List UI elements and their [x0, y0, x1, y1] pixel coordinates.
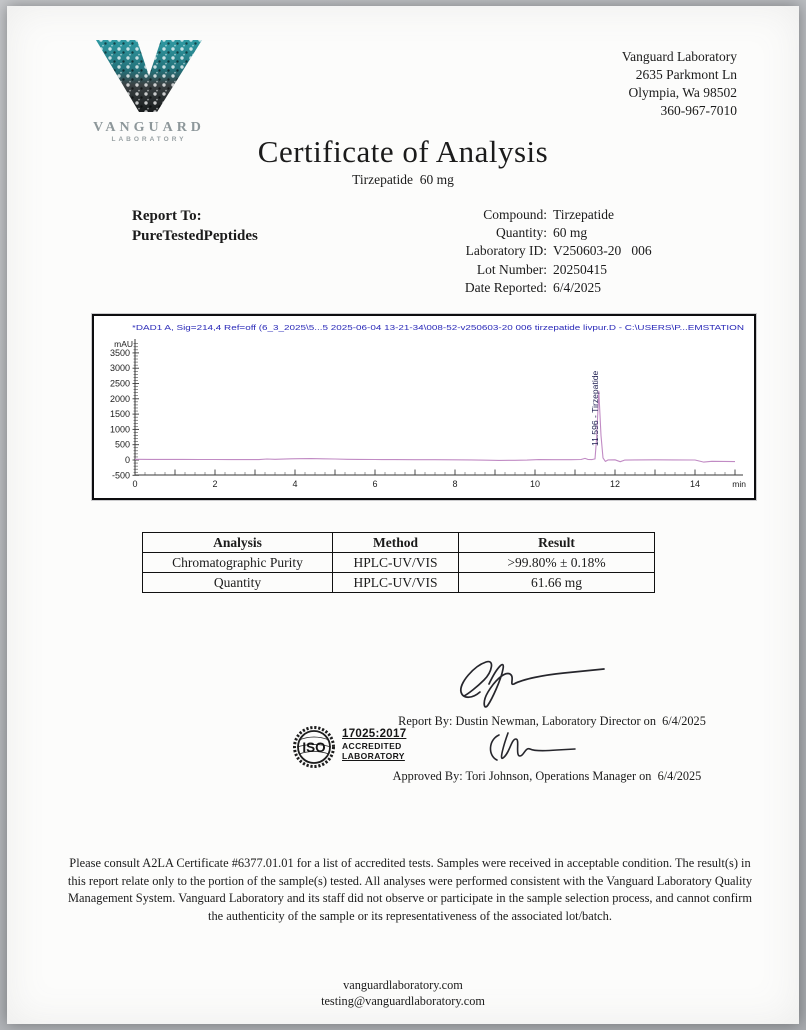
sample-info-label: Quantity: — [496, 225, 547, 241]
iso-accredited: ACCREDITED — [342, 741, 402, 751]
disclaimer-text: Please consult A2LA Certificate #6377.01.01 for a list of accredited tests. Samples were received in acceptable condition. The result(s) in this report relate only to the portion of the sample(s) tested. All analyses were performed consistent with the Vanguard Laboratory Quality Management System. Vanguard Laboratory and its staff did not observe or participate in the sample selection process, and cannot confirm the authenticity of the sample or its representativeness of the associated lot/batch. — [67, 856, 753, 923]
svg-text:2500: 2500 — [109, 378, 130, 389]
lab-address-line: 360-967-7010 — [660, 103, 737, 118]
sample-info-label: Compound: — [483, 207, 547, 222]
sample-info-label: Laboratory ID: — [465, 243, 547, 259]
svg-text:3500: 3500 — [109, 347, 130, 358]
results-cell: HPLC-UV/VIS — [333, 573, 459, 593]
results-cell: HPLC-UV/VIS — [333, 553, 459, 573]
chromatogram-panel — [92, 314, 756, 500]
certificate-page — [7, 6, 799, 1024]
logo-subname: LABORATORY — [111, 136, 187, 143]
report-to-label: Report To: — [132, 208, 202, 224]
results-header-cell: Analysis — [143, 533, 333, 553]
director-signature-icon — [452, 654, 627, 710]
lab-address-line: Vanguard Laboratory — [621, 49, 737, 64]
iso-accreditation-badge — [291, 724, 406, 770]
report-to-block — [132, 206, 258, 246]
vanguard-logo — [79, 38, 219, 143]
sample-info-value: Tirzepatide — [553, 207, 614, 222]
results-body — [143, 553, 655, 593]
sample-info-label: Date Reported: — [464, 279, 547, 295]
results-table — [142, 532, 655, 593]
sample-info-value: 60 mg — [553, 225, 588, 241]
svg-text:12: 12 — [609, 479, 621, 489]
lab-address-line: Olympia, Wa 98502 — [628, 85, 737, 100]
report-by-line: Report By: Dustin Newman, Laboratory Director on 6/4/2025 — [398, 714, 706, 728]
results-row — [143, 553, 655, 573]
iso-standard: 17025:2017 — [342, 728, 407, 740]
svg-text:1000: 1000 — [109, 424, 130, 435]
lab-address-line: 2635 Parkmont Ln — [635, 67, 737, 82]
svg-text:-500: -500 — [111, 470, 130, 481]
svg-text:6: 6 — [372, 479, 378, 489]
report-to-client: PureTestedPeptides — [132, 228, 258, 244]
results-cell: 61.66 mg — [459, 573, 655, 593]
results-cell: Quantity — [143, 573, 333, 593]
sample-info-label: Lot Number: — [476, 261, 547, 277]
page-subtitle: Tirzepatide 60 mg — [352, 172, 454, 187]
svg-text:mAU: mAU — [114, 339, 133, 349]
svg-text:10: 10 — [529, 479, 541, 489]
svg-text:500: 500 — [114, 439, 130, 450]
lab-address-block — [622, 48, 737, 120]
sample-info — [405, 206, 652, 297]
iso-laboratory: LABORATORY — [342, 751, 405, 761]
manager-signature-icon — [483, 728, 588, 770]
results-header-row — [143, 533, 655, 553]
footer-email: testing@vanguardlaboratory.com — [321, 993, 485, 1008]
results-header-cell: Result — [459, 533, 655, 553]
results-cell: Chromatographic Purity — [143, 553, 333, 573]
vanguard-v-icon — [90, 38, 208, 114]
chromatogram-chart — [94, 316, 749, 493]
footer-website: vanguardlaboratory.com — [343, 978, 463, 992]
sample-info-value: 6/4/2025 — [553, 279, 602, 295]
results-cell: >99.80% ± 0.18% — [459, 553, 655, 573]
sample-info-value: V250603-20 006 — [553, 243, 652, 259]
svg-text:*DAD1 A, Sig=214,4 Ref=off (6_: *DAD1 A, Sig=214,4 Ref=off (6_3_2025\5...5 2025-06-04 13-21-34\008-52-v250603-20 006 tirzepatide livpur.D - C:\USERS\P...EMSTATION — [132, 323, 744, 332]
svg-text:2000: 2000 — [109, 393, 130, 404]
results-header-cell: Method — [333, 533, 459, 553]
page-title: Certificate of Analysis — [257, 134, 549, 169]
svg-text:0: 0 — [124, 455, 130, 465]
svg-text:min: min — [732, 479, 746, 489]
sample-info-value: 20250415 — [553, 261, 607, 277]
iso-emblem-icon — [291, 724, 337, 770]
svg-text:4: 4 — [292, 479, 298, 489]
svg-text:8: 8 — [452, 479, 458, 489]
approved-by-line: Approved By: Tori Johnson, Operations Manager on 6/4/2025 — [392, 769, 702, 783]
results-row — [143, 573, 655, 593]
svg-text:2: 2 — [212, 479, 218, 489]
iso-text: ISO — [302, 740, 326, 755]
svg-text:1500: 1500 — [109, 409, 130, 420]
logo-name: VANGUARD — [93, 120, 205, 135]
footer-contact — [7, 978, 799, 1009]
svg-text:14: 14 — [689, 479, 701, 489]
svg-text:0: 0 — [132, 479, 138, 489]
svg-text:11.596 - Tirzepatide: 11.596 - Tirzepatide — [589, 370, 600, 446]
svg-text:3000: 3000 — [109, 363, 130, 374]
